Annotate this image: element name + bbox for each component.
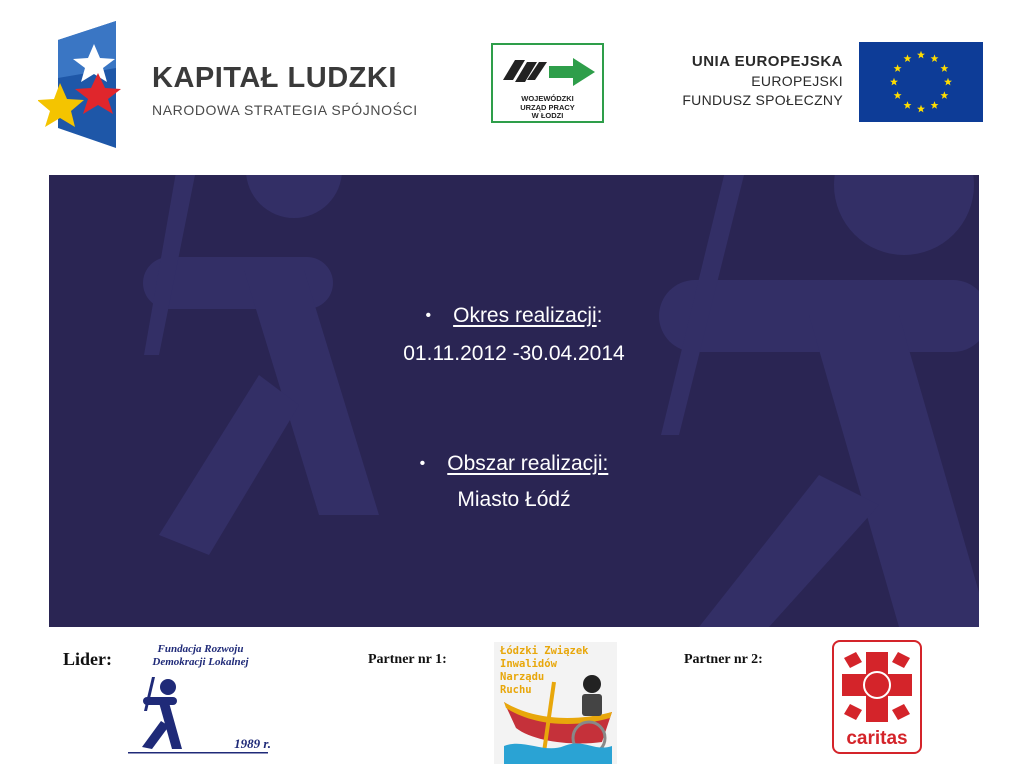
eu-star-icon bbox=[931, 101, 939, 109]
bullet-icon: • bbox=[419, 455, 426, 472]
realization-area-value: Miasto Łódź bbox=[457, 488, 571, 511]
fundacja-rozwoju-logo bbox=[128, 643, 273, 755]
fundacja-name: Fundacja Rozwoju Demokracji Lokalnej bbox=[152, 643, 249, 668]
caritas-logo bbox=[832, 640, 922, 754]
eu-star-icon bbox=[917, 105, 925, 113]
bullet-icon: • bbox=[425, 307, 432, 324]
eu-flag-icon bbox=[859, 42, 983, 122]
eu-star-icon bbox=[904, 101, 912, 109]
eu-star-icon bbox=[894, 91, 902, 99]
realization-area-item bbox=[49, 452, 979, 476]
realization-period-label: Okres realizacji bbox=[453, 304, 597, 327]
eu-line-2: EUROPEJSKI bbox=[751, 73, 843, 89]
eu-star-icon bbox=[944, 78, 952, 86]
eu-star-icon bbox=[894, 64, 902, 72]
eu-star-icon bbox=[931, 54, 939, 62]
kapital-ludzki-title: KAPITAŁ LUDZKI bbox=[152, 62, 397, 94]
partner-2-label: Partner nr 2: bbox=[684, 652, 763, 667]
eu-star-icon bbox=[904, 54, 912, 62]
caritas-cross-icon bbox=[840, 648, 914, 726]
fundacja-year: 1989 r. bbox=[234, 736, 271, 751]
lider-label: Lider: bbox=[63, 649, 112, 669]
wup-lodz-logo bbox=[491, 43, 604, 123]
kapital-ludzki-emblem-icon bbox=[38, 18, 148, 153]
kapital-ludzki-logo bbox=[38, 18, 438, 153]
realization-period-item bbox=[49, 304, 979, 328]
realization-area-label: Obszar realizacji: bbox=[447, 452, 609, 475]
eu-text-block bbox=[640, 52, 843, 110]
eu-star-icon bbox=[917, 51, 925, 59]
walking-figure-watermark-icon bbox=[49, 175, 979, 627]
lzinr-name: Łódzki Związek Inwalidów Narządu Ruchu bbox=[500, 645, 589, 696]
realization-period-colon: : bbox=[596, 304, 603, 327]
lzinr-logo bbox=[494, 642, 617, 764]
info-banner bbox=[49, 175, 979, 627]
eu-star-icon bbox=[940, 64, 948, 72]
eu-line-1: UNIA EUROPEJSKA bbox=[691, 53, 843, 70]
caritas-name: caritas bbox=[846, 728, 908, 749]
wup-arrow-icon bbox=[499, 50, 599, 92]
partner-1-label: Partner nr 1: bbox=[368, 652, 447, 667]
eu-stars bbox=[859, 42, 983, 122]
eu-star-icon bbox=[940, 91, 948, 99]
eu-star-icon bbox=[890, 78, 898, 86]
wup-lodz-name: WOJEWÓDZKI URZĄD PRACY W ŁODZI bbox=[520, 94, 575, 120]
realization-period-value: 01.11.2012 -30.04.2014 bbox=[403, 342, 625, 365]
eu-line-3: FUNDUSZ SPOŁECZNY bbox=[682, 92, 843, 108]
kapital-ludzki-subtitle: NARODOWA STRATEGIA SPÓJNOŚCI bbox=[152, 102, 418, 118]
